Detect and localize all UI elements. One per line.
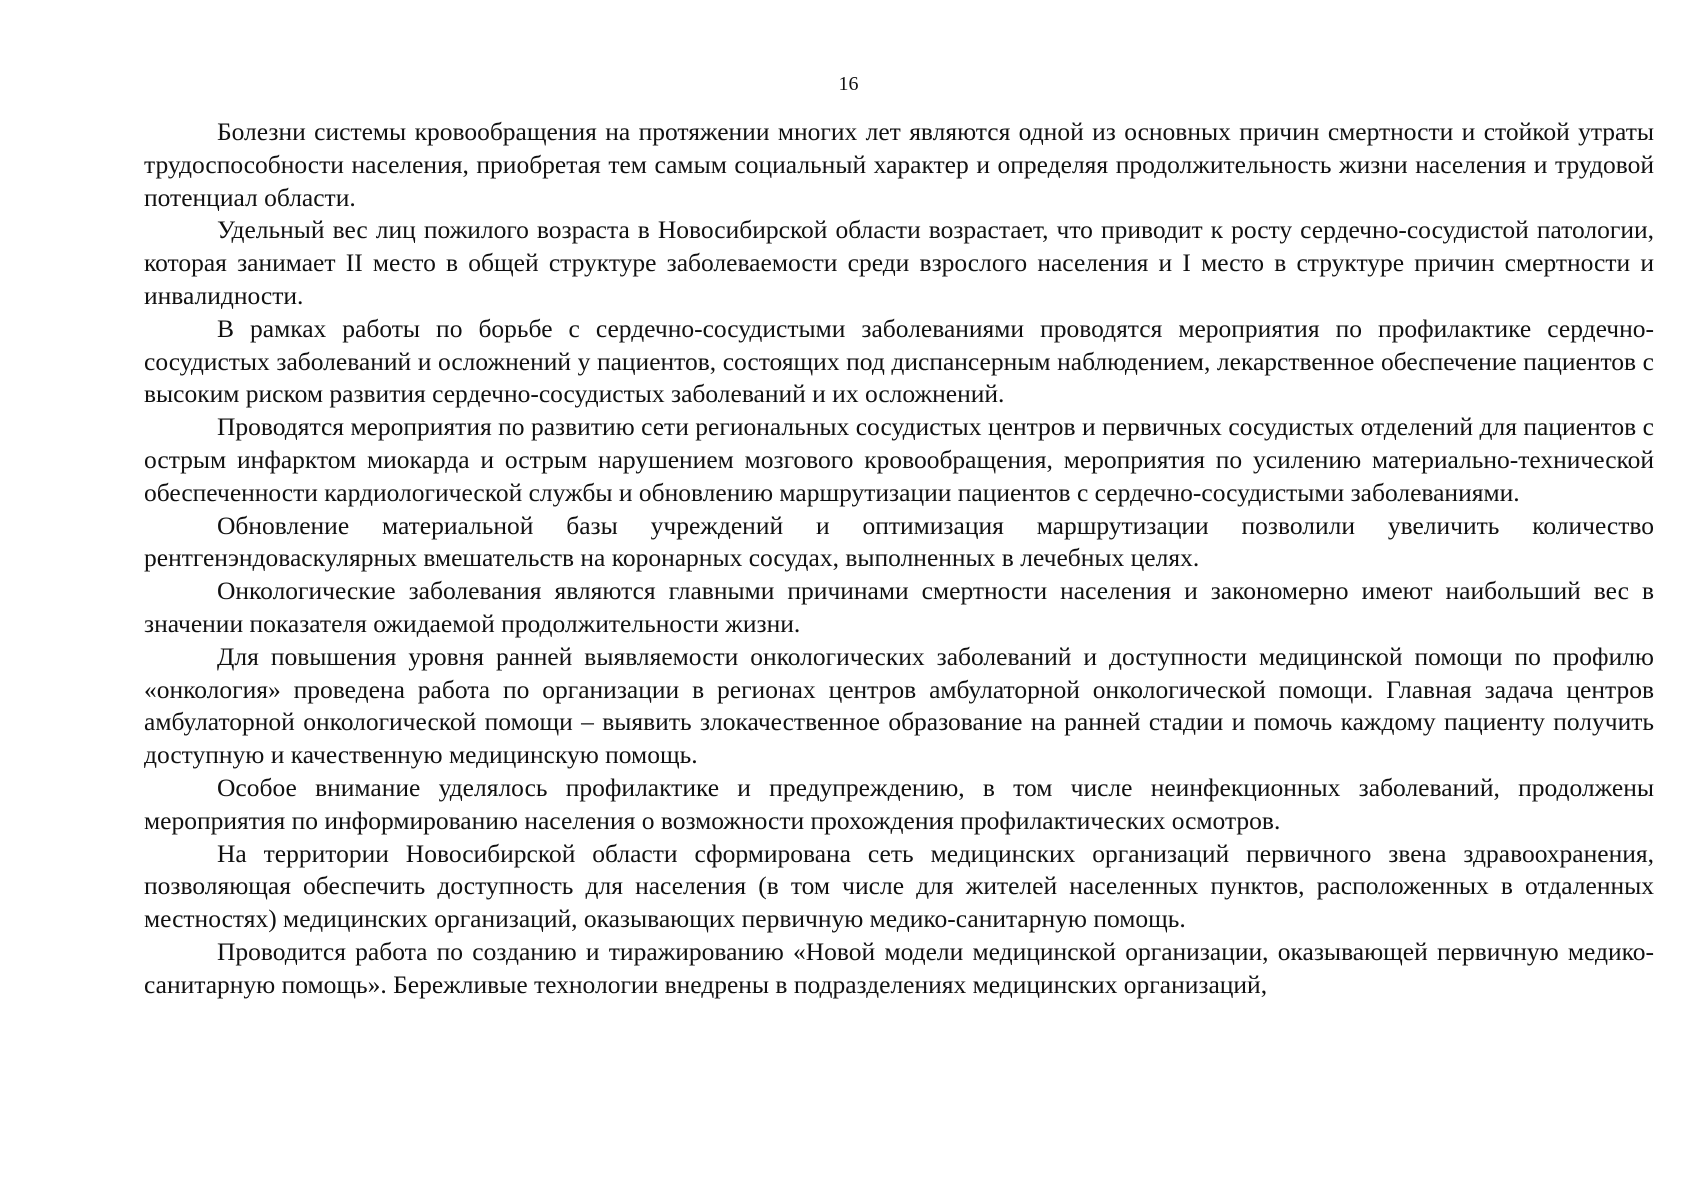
paragraph-cardiovascular-diseases: Болезни системы кровообращения на протяжении многих лет являются одной из основных причин смертности и стойкой утраты трудоспособности населения, приобретая тем самым социальный характер и определяя продолжительность жизни населения и трудовой потенциал области. (144, 117, 1654, 212)
paragraph-primary-care-network: На территории Новосибирской области сформирована сеть медицинских организаций первичного звена здравоохранения, позволяющая обеспечить доступность для населения (в том числе для жителей населенных пунктов, расположенных в отдаленных местностях) медицинских организаций, оказывающих первичную медико-санитарную помощь. (144, 838, 1654, 934)
paragraph-material-base: Обновление материальной базы учреждений и оптимизация маршрутизации позволили увеличить количество рентгенэндоваскулярных вмешательств на коронарных сосудах, выполненных в лечебных целях. (144, 510, 1654, 573)
paragraph-vascular-centers: Проводятся мероприятия по развитию сети региональных сосудистых центров и первичных сосудистых отделений для пациентов с острым инфарктом миокарда и острым нарушением мозгового кровообращения, мероприятия по усилению материально-технической обеспеченности кардиологической службы и обновлению маршрутизации пациентов с сердечно-сосудистыми заболеваниями. (144, 412, 1654, 507)
paragraph-prevention-attention: Особое внимание уделялось профилактике и предупреждению, в том числе неинфекционных заболеваний, продолжены мероприятия по информированию населения о возможности прохождения профилактических осмотров. (144, 772, 1654, 835)
paragraph-prevention-measures: В рамках работы по борьбе с сердечно-сосудистыми заболеваниями проводятся мероприятия по профилактике сердечно-сосудистых заболеваний и осложнений у пациентов, состоящих под диспансерным наблюдением, лекарственное обеспечение пациентов с высоким риском развития сердечно-сосудистых заболеваний и их осложнений. (144, 313, 1654, 409)
paragraph-oncology-mortality: Онкологические заболевания являются главными причинами смертности населения и закономерно имеют наибольший вес в значении показателя ожидаемой продолжительности жизни. (144, 576, 1654, 638)
paragraph-new-model: Проводится работа по созданию и тиражированию «Новой модели медицинской организации, оказывающей первичную медико-санитарную помощь». Бережливые технологии внедрены в подразделениях медицинских организаций, (144, 936, 1654, 999)
body-text (144, 116, 1654, 1002)
paragraph-oncology-centers: Для повышения уровня ранней выявляемости онкологических заболеваний и доступности медицинской помощи по профилю «онкология» проведена работа по организации в регионах центров амбулаторной онкологической помощи. Главная задача центров амбулаторной онкологической помощи – выявить злокачественное образование на ранней стадии и помочь каждому пациенту получить доступную и качественную медицинскую помощь. (144, 641, 1654, 770)
paragraph-elderly-population: Удельный вес лиц пожилого возраста в Новосибирской области возрастает, что приводит к росту сердечно-сосудистой патологии, которая занимает II место в общей структуре заболеваемости среди взрослого населения и I место в структуре причин смертности и инвалидности. (144, 215, 1654, 310)
page-number: 16 (838, 73, 859, 95)
